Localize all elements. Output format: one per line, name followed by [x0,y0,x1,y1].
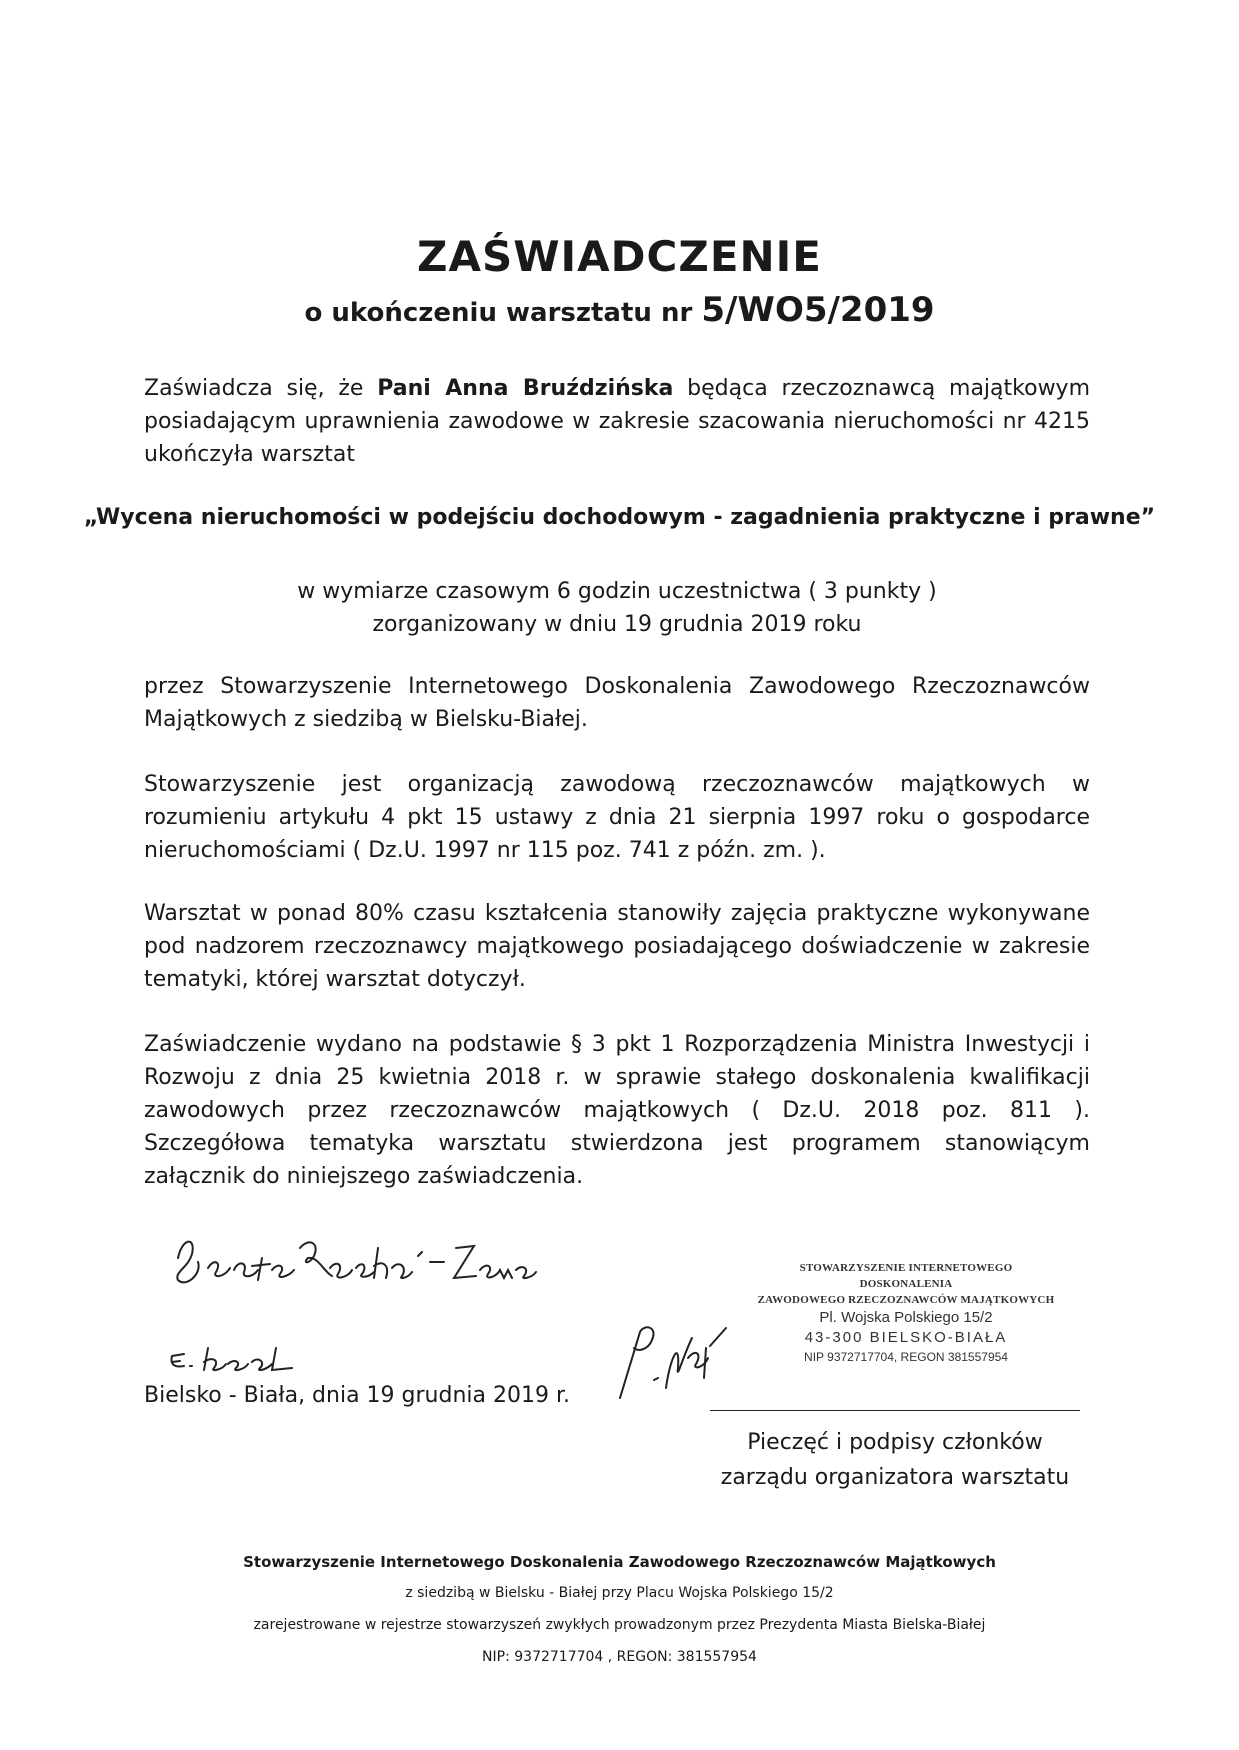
footer [0,1553,1239,1681]
signature-3 [610,1318,730,1408]
place-and-date: Bielsko - Biała, dnia 19 grudnia 2019 r. [144,1383,570,1408]
footer-address: z siedzibą w Bielsku - Białej przy Placu Wojska Polskiego 15/2 [405,1585,834,1601]
workshop-title: „Wycena nieruchomości w podejściu dochodowym - zagadnienia praktyczne i prawne” [83,505,1156,530]
stamp-line-1: STOWARZYSZENIE INTERNETOWEGO DOSKONALENIA [799,1262,1013,1290]
signature-1 [168,1228,538,1298]
recipient-name: Pani Anna Bruździńska [377,376,674,401]
duration-line: w wymiarze czasowym 6 godzin uczestnictwa ( 3 punkty ) [297,579,937,604]
organizer-paragraph: przez Stowarzyszenie Internetowego Doskonalenia Zawodowego Rzeczoznawców Majątkowych z siedzibą w Bielsku-Białej. [144,674,1090,732]
stamp-city: 43-300 BIELSKO-BIAŁA [804,1329,1008,1346]
practical-paragraph: Warsztat w ponad 80% czasu kształcenia stanowiły zajęcia praktyczne wykonywane pod nadzorem rzeczoznawcy majątkowego posiadającego doświadczenie w zakresie tematyki, której warsztat dotyczył. [144,901,1090,992]
signature-caption-line-2: zarządu organizatora warsztatu [720,1465,1070,1490]
intro-paragraph [144,372,1090,471]
intro-text-end: będąca rzeczoznawcą majątkowym posiadającym uprawnienia zawodowe w zakresie szacowania nieruchomości nr 4215 ukończyła warsztat [144,376,1091,467]
duration-paragraph [144,575,1090,641]
certificate-subtitle [0,290,1239,330]
stamp-address: Pl. Wojska Polskiego 15/2 [819,1309,993,1326]
footer-registration: zarejestrowane w rejestrze stowarzyszeń zwykłych prowadzonym przez Prezydenta Miasta Bielska-Białej [253,1617,986,1633]
stamp-line-2: ZAWODOWEGO RZECZOZNAWCÓW MAJĄTKOWYCH [757,1294,1055,1306]
workshop-number: 5/WO5/2019 [701,290,935,330]
footer-ids: NIP: 9372717704 , REGON: 381557954 [482,1649,757,1665]
signature-line [710,1410,1080,1411]
subtitle-prefix: o ukończeniu warsztatu nr [304,298,702,328]
certificate-title: ZAŚWIADCZENIE [417,232,822,281]
stamp-ids: NIP 9372717704, REGON 381557954 [804,1350,1008,1364]
footer-organization: Stowarzyszenie Internetowego Doskonalenia Zawodowego Rzeczoznawców Majątkowych [243,1553,996,1571]
intro-text-start: Zaświadcza się, że [144,376,378,401]
organization-stamp [756,1260,1056,1366]
signature-caption-line-1: Pieczęć i podpisy członków [747,1430,1043,1455]
signature-caption [690,1425,1100,1495]
signature-2 [168,1340,328,1380]
association-paragraph: Stowarzyszenie jest organizacją zawodową rzeczoznawców majątkowych w rozumieniu artykułu 4 pkt 15 ustawy z dnia 21 sierpnia 1997 roku o gospodarce nieruchomościami ( Dz.U. 1997 nr 115 poz. 741 z późn. zm. ). [144,772,1090,863]
date-line: zorganizowany w dniu 19 grudnia 2019 roku [372,612,862,637]
legal-basis-paragraph: Zaświadczenie wydano na podstawie § 3 pkt 1 Rozporządzenia Ministra Inwestycji i Rozwoju z dnia 25 kwietnia 2018 r. w sprawie stałego doskonalenia kwalifikacji zawodowych przez rzeczoznawców majątkowych ( Dz.U. 2018 poz. 811 ). Szczegółowa tematyka warsztatu stwierdzona jest programem stanowiącym załącznik do niniejszego zaświadczenia. [144,1032,1090,1189]
